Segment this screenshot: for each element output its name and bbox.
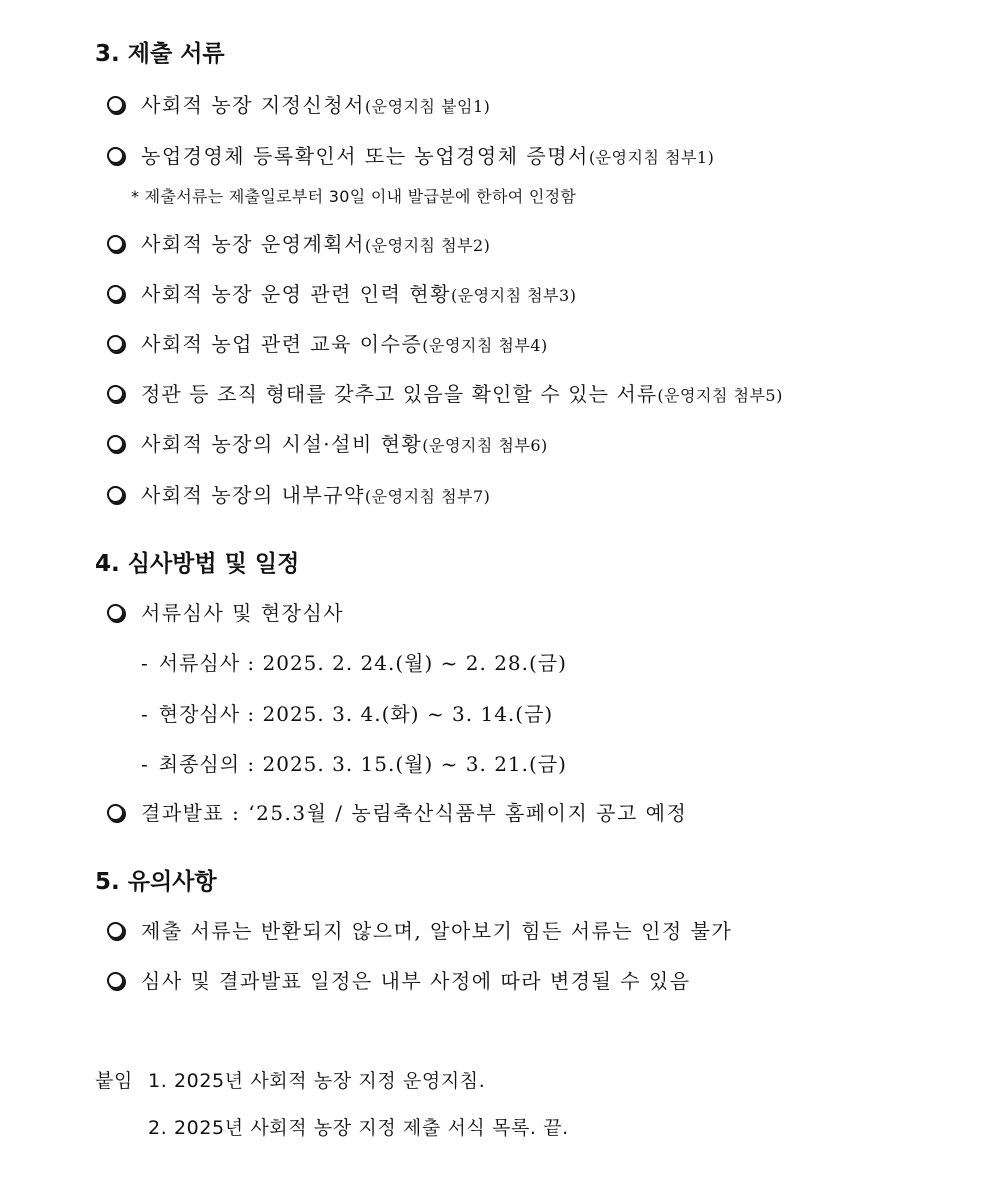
bullet-circle-icon <box>107 922 124 939</box>
item-text: 사회적 농업 관련 교육 이수증 <box>141 332 423 356</box>
item-text: 심사 및 결과발표 일정은 내부 사정에 따라 변경될 수 있음 <box>141 969 691 993</box>
section-4-heading: 4. 심사방법 및 일정 <box>95 551 300 577</box>
bullet-circle-icon <box>107 147 124 164</box>
bullet-circle-icon <box>107 486 124 503</box>
schedule-row: - 최종심의 : 2025. 3. 15.(월) ~ 3. 21.(금) <box>141 752 567 776</box>
item-reference: (운영지침 첨부6) <box>422 436 548 455</box>
schedule-text: 최종심의 : 2025. 3. 15.(월) ~ 3. 21.(금) <box>158 752 567 776</box>
submission-note: * 제출서류는 제출일로부터 30일 이내 발급분에 한하여 인정함 <box>131 187 577 206</box>
item-reference: (운영지침 붙임1) <box>364 97 491 116</box>
item-text: 사회적 농장의 시설·설비 현황 <box>141 432 423 456</box>
list-item <box>107 479 490 508</box>
item-reference: (운영지침 첨부1) <box>588 148 715 167</box>
bullet-circle-icon <box>107 235 124 252</box>
list-item <box>107 797 687 826</box>
bullet-circle-icon <box>107 604 124 621</box>
list-item <box>107 597 344 626</box>
item-reference: (운영지침 첨부2) <box>364 236 491 255</box>
list-item <box>107 228 490 257</box>
item-text: 정관 등 조직 형태를 갖추고 있음을 확인할 수 있는 서류 <box>141 382 658 406</box>
item-text: 서류심사 및 현장심사 <box>141 601 345 625</box>
schedule-row: - 서류심사 : 2025. 2. 24.(월) ~ 2. 28.(금) <box>141 651 567 675</box>
bullet-circle-icon <box>107 335 124 352</box>
item-text: 사회적 농장 운영계획서 <box>141 232 365 256</box>
item-reference: (운영지침 첨부7) <box>364 487 491 506</box>
list-item <box>107 89 490 118</box>
list-item <box>107 378 783 407</box>
bullet-circle-icon <box>107 285 124 302</box>
list-item <box>107 915 732 944</box>
attachment-item: 1. 2025년 사회적 농장 지정 운영지침. <box>148 1070 486 1092</box>
bullet-circle-icon <box>107 972 124 989</box>
list-item <box>107 140 714 169</box>
item-reference: (운영지침 첨부4) <box>422 336 548 355</box>
bullet-circle-icon <box>107 435 124 452</box>
list-item <box>107 278 576 307</box>
item-reference: (운영지침 첨부3) <box>450 286 577 305</box>
section-3-heading: 3. 제출 서류 <box>95 41 225 67</box>
list-item <box>107 428 548 457</box>
item-text: 제출 서류는 반환되지 않으며, 알아보기 힘든 서류는 인정 불가 <box>141 919 733 943</box>
bullet-circle-icon <box>107 804 124 821</box>
list-item <box>107 328 548 357</box>
item-text: 결과발표 : ‘25.3월 / 농림축산식품부 홈페이지 공고 예정 <box>141 801 688 825</box>
schedule-row: - 현장심사 : 2025. 3. 4.(화) ~ 3. 14.(금) <box>141 702 554 726</box>
bullet-circle-icon <box>107 385 124 402</box>
item-reference: (운영지침 첨부5) <box>657 386 783 405</box>
attachment-item: 2. 2025년 사회적 농장 지정 제출 서식 목록. 끝. <box>148 1117 569 1139</box>
item-text: 사회적 농장의 내부규약 <box>141 483 365 507</box>
bullet-circle-icon <box>107 96 124 113</box>
item-text: 농업경영체 등록확인서 또는 농업경영체 증명서 <box>141 144 589 168</box>
item-text: 사회적 농장 지정신청서 <box>141 93 365 117</box>
section-5-heading: 5. 유의사항 <box>95 869 217 895</box>
schedule-text: 서류심사 : 2025. 2. 24.(월) ~ 2. 28.(금) <box>158 651 567 675</box>
item-text: 사회적 농장 운영 관련 인력 현황 <box>141 282 451 306</box>
schedule-text: 현장심사 : 2025. 3. 4.(화) ~ 3. 14.(금) <box>158 702 554 726</box>
list-item <box>107 965 691 994</box>
attachments-label: 붙임 <box>95 1070 133 1092</box>
